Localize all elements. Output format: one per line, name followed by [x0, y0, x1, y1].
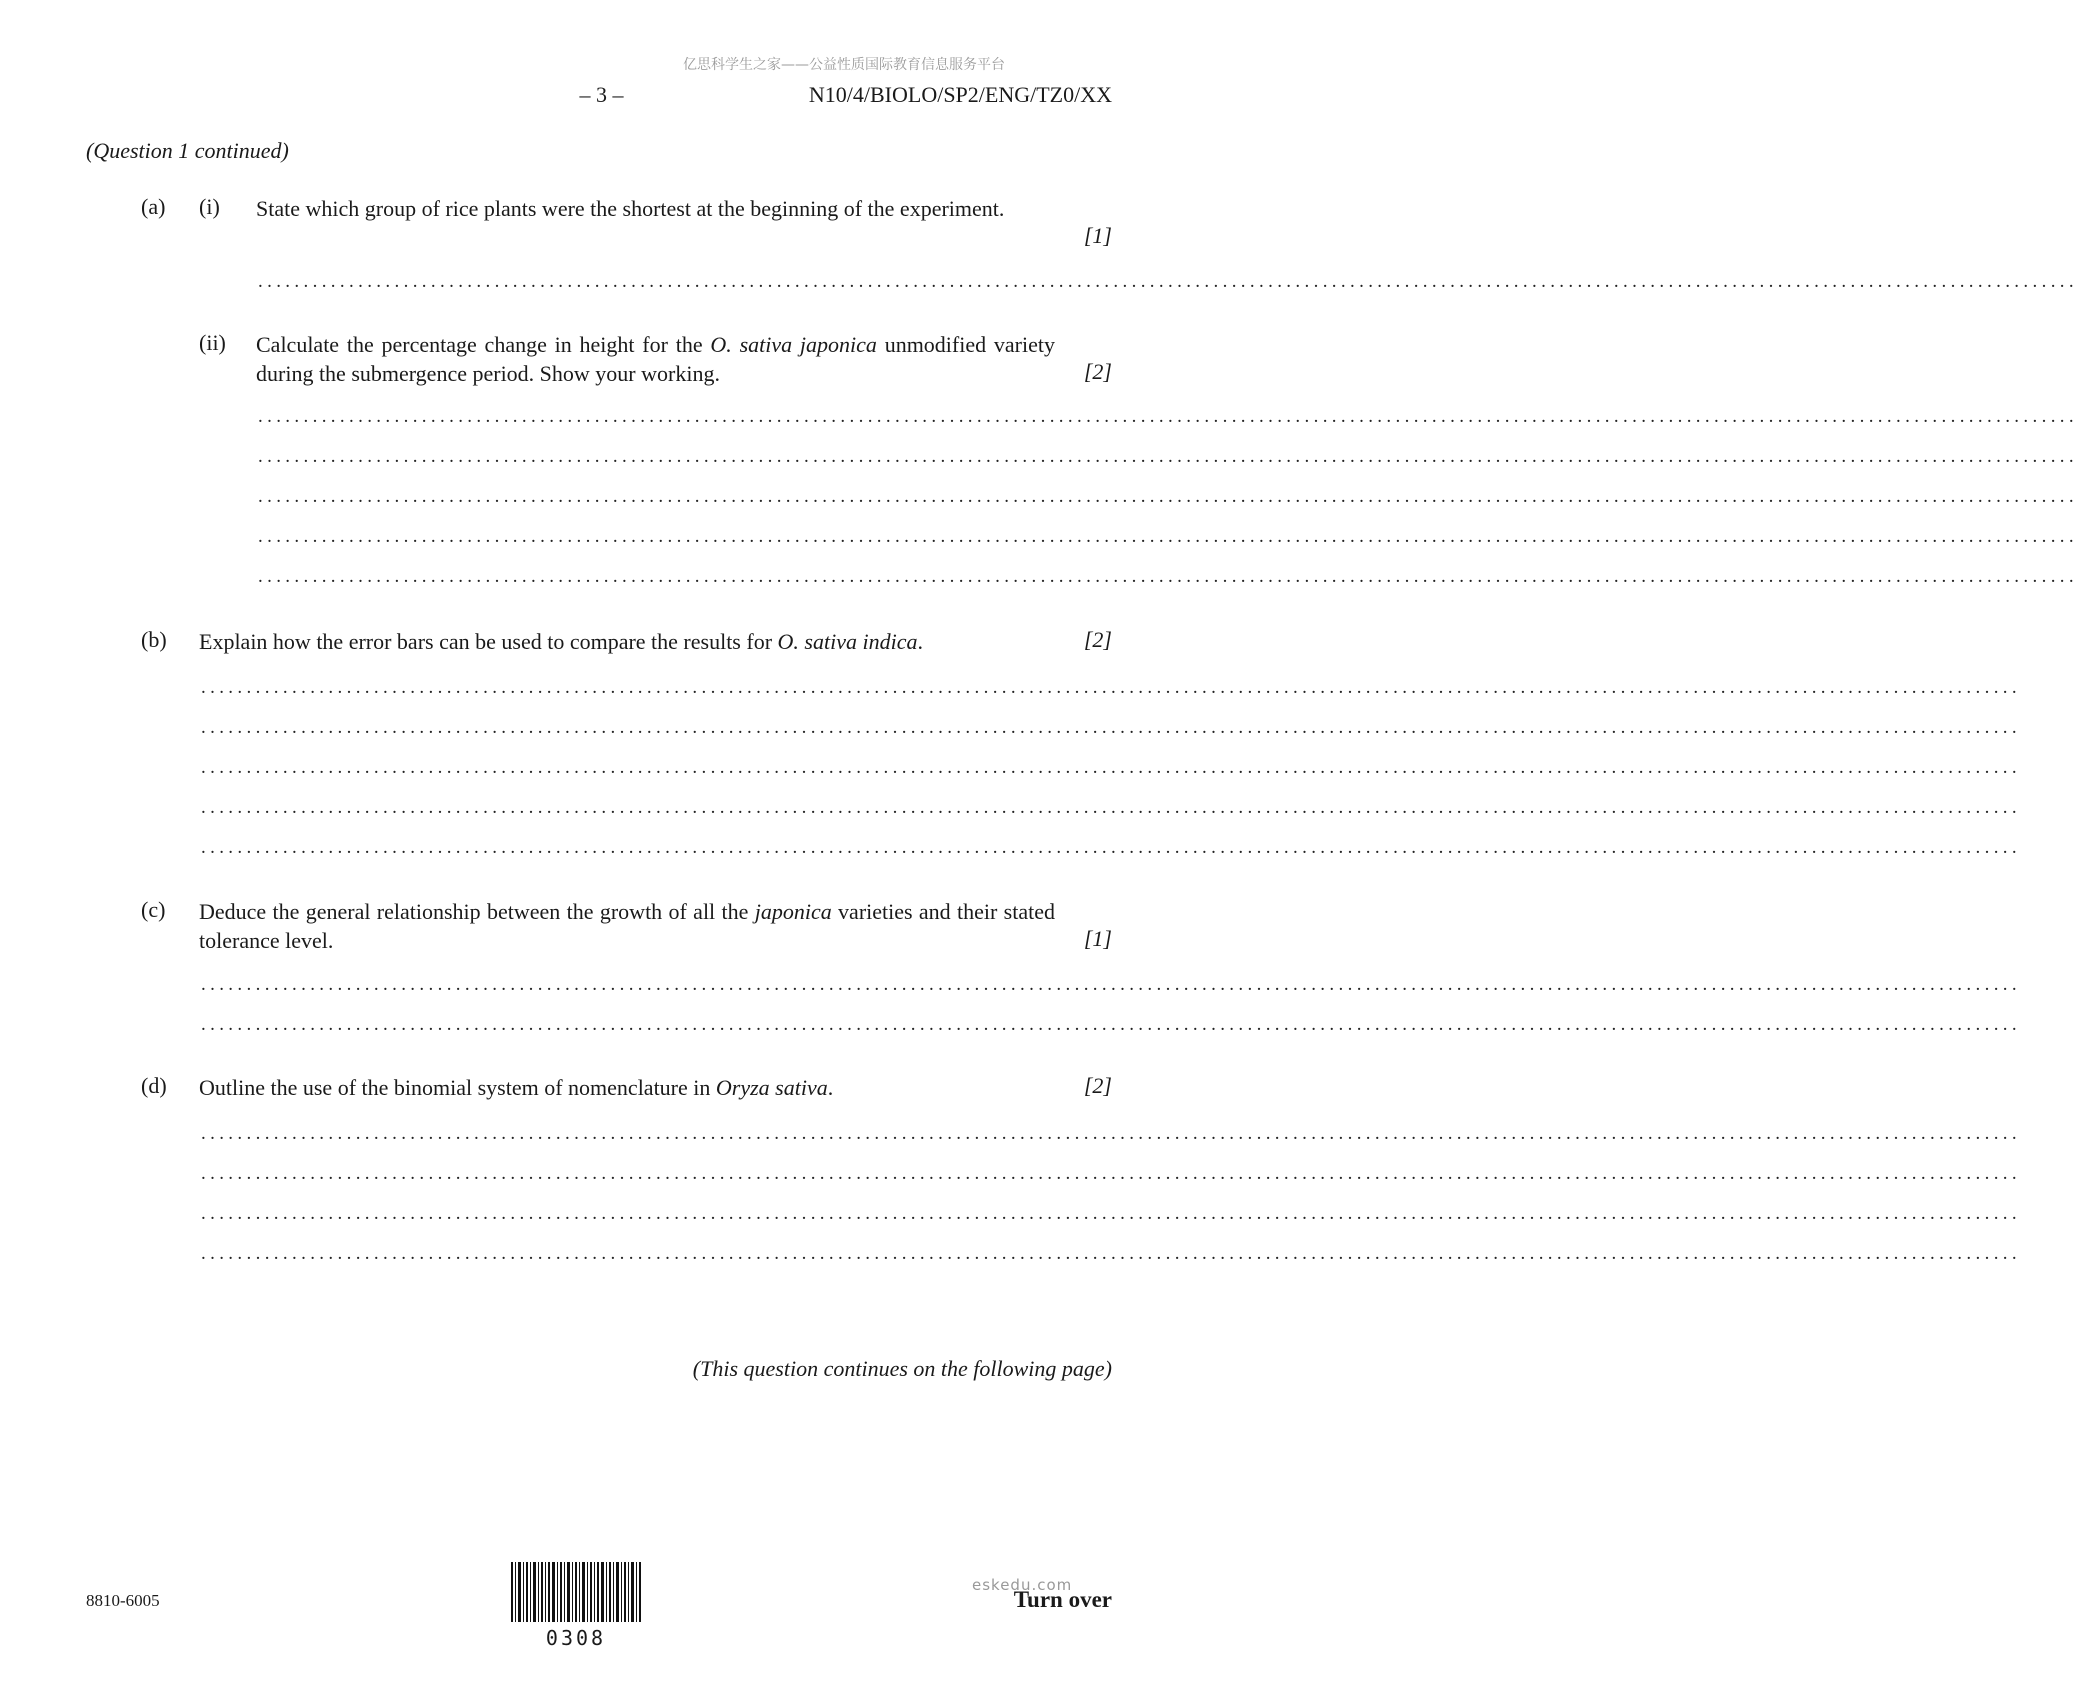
question-continues-note: (This question continues on the following page) [692, 1356, 1112, 1381]
answer-line[interactable]: ........................................................................................................................................................................................................ [201, 837, 2021, 858]
part-a-ii-text-after: unmodified variety during the submergence period. Show your working. [256, 332, 1055, 386]
answer-line[interactable]: ........................................................................................................................................................................................................ [201, 1203, 2021, 1224]
part-a-ii-text-italic: O. sativa japonica [710, 332, 877, 357]
part-b-answer-lines[interactable] [201, 677, 2021, 878]
part-a-i-marks: [1] [1083, 223, 1112, 248]
part-c-question [199, 897, 1055, 955]
part-a-i-question: State which group of rice plants were the shortest at the beginning of the experiment. [256, 196, 1005, 221]
footer-code: 8810-6005 [86, 1591, 160, 1610]
part-b-question [199, 627, 999, 656]
part-d-marks: [2] [1083, 1073, 1112, 1098]
barcode-number: 0308 [545, 1626, 607, 1650]
part-d-text-italic: Oryza sativa [715, 1075, 828, 1100]
part-d-text-after: . [827, 1075, 834, 1100]
header-watermark: 亿思科学生之家——公益性质国际教育信息服务平台 [683, 57, 1005, 73]
answer-line[interactable]: ........................................................................................................................................................................................................ [201, 797, 2021, 818]
question-continued-label: (Question 1 continued) [86, 138, 289, 163]
part-d-question [199, 1073, 999, 1102]
part-b-label: (b) [141, 627, 167, 652]
part-a-label: (a) [141, 194, 166, 219]
part-c-marks: [1] [1083, 926, 1112, 951]
paper-code: N10/4/BIOLO/SP2/ENG/TZ0/XX [808, 82, 1112, 107]
part-a-ii-answer-lines[interactable] [258, 406, 2078, 607]
part-a-i-label: (i) [199, 194, 220, 219]
barcode [511, 1562, 641, 1622]
turn-over-label: Turn over [1013, 1587, 1112, 1612]
part-b-marks: [2] [1083, 627, 1112, 652]
answer-line[interactable]: ........................................................................................................................................................................................................ [201, 717, 2021, 738]
site-watermark: eskedu.com [972, 1576, 1073, 1594]
part-c-label: (c) [141, 897, 166, 922]
answer-line[interactable]: ........................................................................................................................................................................................................ [258, 406, 2078, 427]
part-b-text-before: Explain how the error bars can be used to compare the results for [199, 629, 778, 654]
part-c-text-italic: japonica [754, 899, 832, 924]
part-c-text-after: varieties and their stated tolerance level. [199, 899, 1055, 953]
answer-line[interactable]: ........................................................................................................................................................................................................ [201, 974, 2021, 995]
part-d-answer-lines[interactable] [201, 1123, 2021, 1284]
answer-line[interactable]: ........................................................................................................................................................................................................ [201, 757, 2021, 778]
part-a-ii-label: (ii) [199, 330, 226, 355]
part-c-text-before: Deduce the general relationship between the growth of all the [199, 899, 755, 924]
answer-line[interactable]: ........................................................................................................................................................................................................ [258, 271, 2078, 292]
part-b-text-italic: O. sativa indica [777, 629, 918, 654]
answer-line[interactable]: ........................................................................................................................................................................................................ [258, 526, 2078, 547]
answer-line[interactable]: ........................................................................................................................................................................................................ [258, 486, 2078, 507]
part-a-ii-marks: [2] [1083, 359, 1112, 384]
answer-line[interactable]: ........................................................................................................................................................................................................ [201, 1123, 2021, 1144]
page-number: – 3 – [579, 82, 624, 107]
part-b-text-after: . [917, 629, 923, 654]
answer-line[interactable]: ........................................................................................................................................................................................................ [201, 1163, 2021, 1184]
answer-line[interactable]: ........................................................................................................................................................................................................ [258, 446, 2078, 467]
part-a-ii-question [256, 330, 1055, 388]
answer-line[interactable]: ........................................................................................................................................................................................................ [258, 566, 2078, 587]
part-a-ii-text-before: Calculate the percentage change in height for the [256, 332, 711, 357]
part-d-label: (d) [141, 1073, 167, 1098]
part-a-i-answer-lines[interactable] [258, 271, 2078, 292]
answer-line[interactable]: ........................................................................................................................................................................................................ [201, 1014, 2021, 1035]
part-c-answer-lines[interactable] [201, 974, 2021, 1055]
answer-line[interactable]: ........................................................................................................................................................................................................ [201, 677, 2021, 698]
part-d-text-before: Outline the use of the binomial system of nomenclature in [199, 1075, 716, 1100]
answer-line[interactable]: ........................................................................................................................................................................................................ [201, 1243, 2021, 1264]
